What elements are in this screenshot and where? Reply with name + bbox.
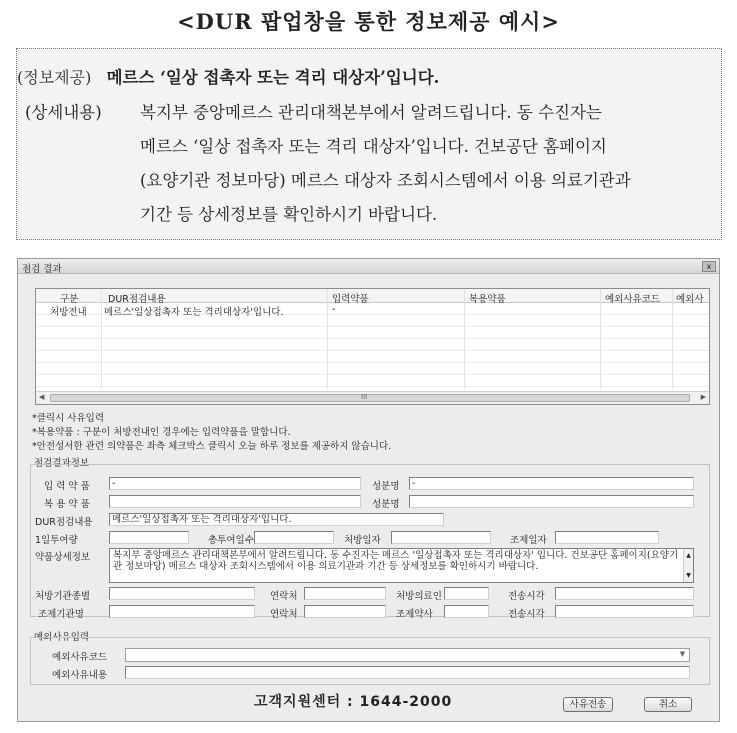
total-days-field[interactable] [254, 531, 334, 544]
rx-institution-field[interactable] [109, 587, 255, 600]
contact-field[interactable] [304, 587, 386, 600]
notice-info-row [17, 62, 439, 94]
grid-column-header[interactable]: 구분 [60, 294, 79, 305]
close-icon[interactable]: x [702, 261, 716, 272]
table-row[interactable] [36, 303, 709, 318]
exception-content-field[interactable] [125, 666, 690, 679]
daily-dose-field[interactable] [109, 531, 189, 544]
input-drug-label: 입 력 약 품 [44, 481, 90, 492]
drug-detail-label: 약품상세정보 [35, 552, 91, 563]
result-section-title: 점검결과정보 [34, 458, 90, 469]
exception-code-label: 예외사유코드 [52, 652, 108, 663]
grid-cell: 메르스'일상접촉자 또는 격리대상자'입니다. [104, 307, 284, 318]
daily-dose-label: 1일투여량 [35, 535, 78, 546]
scroll-thumb[interactable] [50, 394, 690, 402]
grid-column-header[interactable]: DUR점검내용 [108, 294, 166, 305]
horizontal-scrollbar[interactable] [36, 391, 709, 404]
contact-label: 연락처 [270, 591, 298, 602]
dur-content-label: DUR점검내용 [35, 517, 93, 528]
notice-detail-label: (상세내용) [25, 103, 102, 122]
ingredient-label: 성분명 [372, 481, 400, 492]
note-line: *안전성서한 관련 의약품은 좌측 체크박스 클릭시 오늘 하루 정보를 제공하지 않습니다. [32, 441, 392, 452]
ingredient-field[interactable] [409, 495, 694, 508]
drug-detail-text: 복지부 중앙메르스 관리대책본부에서 알려드립니다. 동 수진자는 메르스 '일상접촉자 또는 격리대상자' 입니다. 건보공단 홈페이지(요양기관 정보마당) 메르스 대상자 조회시스템에서 이용 의료기관과 기간 등 상세정보를 확인하시기 바랍니다. [113, 550, 679, 572]
grid-header [36, 289, 709, 303]
rx-doctor-label: 처방의료인 [396, 591, 442, 602]
dispense-date-field[interactable] [555, 531, 659, 544]
contact-field[interactable] [304, 605, 386, 618]
notice-detail-line: (요양기관 정보마당) 메르스 대상자 조회시스템에서 이용 의료기관과 [140, 171, 631, 190]
notice-info-text: 메르스 ‘일상 접촉자 또는 격리 대상자’입니다. [106, 68, 440, 87]
result-grid [35, 288, 710, 405]
dispense-institution-field[interactable] [109, 605, 255, 618]
window-title: 점검 결과 [22, 264, 62, 275]
scroll-left-icon[interactable]: ◀ [39, 393, 45, 401]
chevron-down-icon[interactable]: ▼ [679, 650, 686, 658]
send-time-field[interactable] [555, 587, 694, 600]
dur-content-field[interactable]: 메르스'일상접촉자 또는 격리대상자'입니다. [109, 513, 444, 526]
table-row [36, 351, 709, 363]
grid-cell: - [332, 304, 336, 315]
rx-institution-label: 처방기관종별 [35, 591, 91, 602]
table-row [36, 315, 709, 327]
ingredient-field[interactable]: - [409, 477, 694, 490]
scroll-up-icon[interactable]: ▲ [686, 552, 691, 559]
rx-date-field[interactable] [391, 531, 491, 544]
notice-detail-line: 복지부 중앙메르스 관리대책본부에서 알려드립니다. 동 수진자는 [140, 103, 602, 122]
pharmacist-label: 조제약사 [396, 609, 433, 620]
table-row [36, 375, 709, 387]
rx-doctor-field[interactable] [444, 587, 489, 600]
grid-column-header[interactable]: 입력약품 [332, 294, 369, 305]
drug-detail-textarea[interactable] [109, 548, 694, 583]
grip-icon: III [361, 393, 368, 401]
input-drug-field[interactable]: - [109, 477, 361, 490]
cancel-button[interactable]: 취소 [644, 697, 692, 712]
table-row [36, 339, 709, 351]
note-line: *복용약품 : 구분이 처방전내인 경우에는 입력약품을 말합니다. [32, 427, 291, 438]
exception-section-title: 예외사유입력 [34, 632, 90, 643]
notice-detail-line: 기간 등 상세정보를 확인하시기 바랍니다. [140, 205, 438, 224]
taking-drug-label: 복 용 약 품 [44, 499, 90, 510]
send-time-label: 전송시각 [508, 591, 545, 602]
send-reason-button[interactable]: 사유전송 [563, 697, 613, 712]
notice-detail-line: 메르스 ‘일상 접촉자 또는 격리 대상자’입니다. 건보공단 홈페이지 [140, 137, 607, 156]
grid-column-header[interactable]: 예외사유코드 [605, 294, 661, 305]
ingredient-label: 성분명 [372, 499, 400, 510]
dispense-date-label: 조제일자 [510, 535, 547, 546]
scroll-right-icon[interactable]: ▶ [700, 393, 706, 401]
pharmacist-field[interactable] [444, 605, 489, 618]
grid-cell: 처방전내 [50, 307, 87, 318]
grid-column-header[interactable]: 예외사 [676, 294, 704, 305]
note-line: *클릭시 사유입력 [32, 413, 105, 424]
notice-info-label: (정보제공) [17, 68, 92, 87]
notice-box [16, 48, 722, 240]
taking-drug-field[interactable] [109, 495, 361, 508]
page-title: <DUR 팝업창을 통한 정보제공 예시> [177, 9, 560, 34]
dispense-institution-label: 조제기관명 [38, 609, 84, 620]
rx-date-label: 처방일자 [344, 535, 381, 546]
check-result-window [17, 258, 720, 722]
contact-label: 연락처 [270, 609, 298, 620]
exception-content-label: 예외사유내용 [52, 670, 108, 681]
total-days-label: 총투여일수 [208, 535, 254, 546]
scroll-down-icon[interactable]: ▼ [686, 572, 691, 579]
grid-column-header[interactable]: 복용약품 [469, 294, 506, 305]
support-center-text: 고객지원센터 : 1644-2000 [254, 694, 453, 710]
exception-code-dropdown[interactable] [125, 648, 690, 662]
window-titlebar [18, 259, 719, 274]
send-time-field[interactable] [555, 605, 694, 618]
table-row [36, 327, 709, 339]
table-row [36, 363, 709, 375]
textarea-scrollbar[interactable] [683, 549, 693, 582]
send-time-label: 전송시각 [508, 609, 545, 620]
